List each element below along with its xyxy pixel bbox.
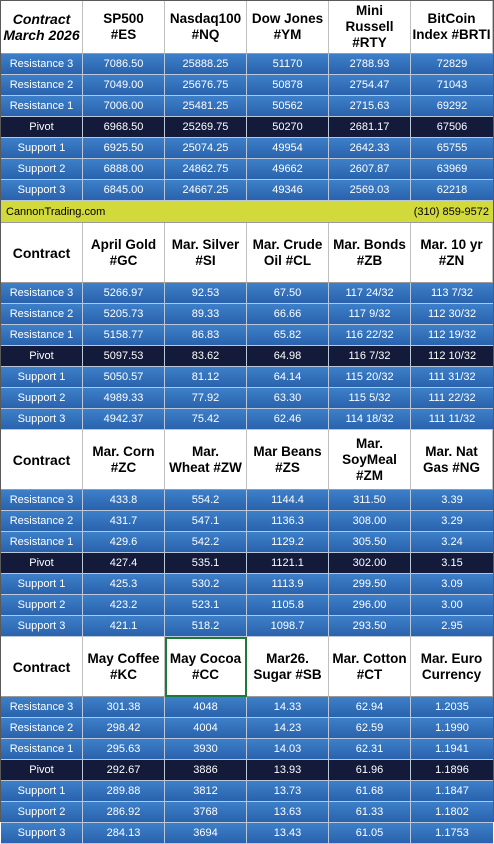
table-cell[interactable]: 1.1847	[411, 781, 493, 802]
table-cell[interactable]: 5205.73	[83, 304, 165, 325]
table-cell[interactable]: 3768	[165, 802, 247, 823]
row-label[interactable]: Resistance 1	[1, 739, 83, 760]
table-cell[interactable]: 286.92	[83, 802, 165, 823]
row-label[interactable]: Support 1	[1, 138, 83, 159]
contact-banner	[1, 201, 493, 223]
section-softs-currency	[1, 637, 493, 844]
table-cell[interactable]: 61.05	[329, 823, 411, 844]
table-cell[interactable]: 13.43	[247, 823, 329, 844]
table-cell[interactable]: 518.2	[165, 616, 247, 637]
table-cell[interactable]: 3.15	[411, 553, 493, 574]
header-zw[interactable]: Mar. Wheat #ZW	[165, 430, 247, 490]
table-row	[1, 511, 493, 532]
table-cell[interactable]: 3812	[165, 781, 247, 802]
table-cell[interactable]: 5158.77	[83, 325, 165, 346]
table-cell[interactable]: 295.63	[83, 739, 165, 760]
table-cell[interactable]: 24667.25	[165, 180, 247, 201]
row-label[interactable]: Resistance 3	[1, 54, 83, 75]
table-cell[interactable]: 1144.4	[247, 490, 329, 511]
table-cell[interactable]: 423.2	[83, 595, 165, 616]
header-kc[interactable]: May Coffee #KC	[83, 637, 165, 697]
table-cell[interactable]: 1.1753	[411, 823, 493, 844]
header-row	[1, 637, 493, 697]
table-cell[interactable]: 530.2	[165, 574, 247, 595]
table-cell[interactable]: 117 9/32	[329, 304, 411, 325]
header-contract[interactable]: Contract	[1, 223, 83, 283]
table-cell[interactable]: 112 19/32	[411, 325, 493, 346]
table-cell[interactable]: 62.94	[329, 697, 411, 718]
row-label[interactable]: Support 1	[1, 367, 83, 388]
table-cell[interactable]: 3694	[165, 823, 247, 844]
table-cell[interactable]: 433.8	[83, 490, 165, 511]
table-cell[interactable]: 116 22/32	[329, 325, 411, 346]
table-cell[interactable]: 77.92	[165, 388, 247, 409]
table-cell[interactable]: 69292	[411, 96, 493, 117]
section-metals-energy-rates	[1, 223, 493, 430]
table-row	[1, 96, 493, 117]
row-label[interactable]: Support 3	[1, 616, 83, 637]
table-row	[1, 346, 493, 367]
table-cell[interactable]: 49662	[247, 159, 329, 180]
table-cell[interactable]: 65.82	[247, 325, 329, 346]
table-row	[1, 409, 493, 430]
table-row	[1, 739, 493, 760]
header-ym[interactable]: Dow Jones #YM	[247, 1, 329, 54]
table-cell[interactable]: 63.30	[247, 388, 329, 409]
header-zn[interactable]: Mar. 10 yr #ZN	[411, 223, 493, 283]
row-label[interactable]: Pivot	[1, 553, 83, 574]
table-cell[interactable]: 25269.75	[165, 117, 247, 138]
row-label[interactable]: Resistance 2	[1, 718, 83, 739]
table-cell[interactable]: 25481.25	[165, 96, 247, 117]
table-cell[interactable]: 25074.25	[165, 138, 247, 159]
table-cell[interactable]: 25888.25	[165, 54, 247, 75]
table-row	[1, 367, 493, 388]
table-cell[interactable]: 111 22/32	[411, 388, 493, 409]
table-cell[interactable]: 14.23	[247, 718, 329, 739]
table-cell[interactable]: 86.83	[165, 325, 247, 346]
header-sb[interactable]: Mar26. Sugar #SB	[247, 637, 329, 697]
table-row	[1, 823, 493, 844]
table-cell[interactable]: 301.38	[83, 697, 165, 718]
header-gc[interactable]: April Gold #GC	[83, 223, 165, 283]
row-label[interactable]: Support 2	[1, 388, 83, 409]
table-cell[interactable]: 311.50	[329, 490, 411, 511]
table-row	[1, 490, 493, 511]
table-cell[interactable]: 3.39	[411, 490, 493, 511]
table-cell[interactable]: 2754.47	[329, 75, 411, 96]
table-cell[interactable]: 61.68	[329, 781, 411, 802]
table-cell[interactable]: 6888.00	[83, 159, 165, 180]
table-row	[1, 718, 493, 739]
header-contract[interactable]: Contract March 2026	[1, 1, 83, 54]
table-row	[1, 532, 493, 553]
row-label[interactable]: Resistance 1	[1, 325, 83, 346]
table-cell[interactable]: 427.4	[83, 553, 165, 574]
header-ct[interactable]: Mar. Cotton #CT	[329, 637, 411, 697]
table-cell[interactable]: 2569.03	[329, 180, 411, 201]
table-cell[interactable]: 81.12	[165, 367, 247, 388]
row-label[interactable]: Support 2	[1, 159, 83, 180]
header-row	[1, 223, 493, 283]
table-cell[interactable]: 115 20/32	[329, 367, 411, 388]
table-cell[interactable]: 308.00	[329, 511, 411, 532]
header-contract[interactable]: Contract	[1, 430, 83, 490]
table-cell[interactable]: 92.53	[165, 283, 247, 304]
table-cell[interactable]: 1129.2	[247, 532, 329, 553]
table-cell[interactable]: 431.7	[83, 511, 165, 532]
table-cell[interactable]: 7086.50	[83, 54, 165, 75]
header-row	[1, 430, 493, 490]
table-cell[interactable]: 3.24	[411, 532, 493, 553]
table-cell[interactable]: 112 30/32	[411, 304, 493, 325]
table-cell[interactable]: 1136.3	[247, 511, 329, 532]
table-row	[1, 304, 493, 325]
row-label[interactable]: Support 3	[1, 409, 83, 430]
table-cell[interactable]: 49954	[247, 138, 329, 159]
table-cell[interactable]: 51170	[247, 54, 329, 75]
header-es[interactable]: SP500 #ES	[83, 1, 165, 54]
table-cell[interactable]: 2788.93	[329, 54, 411, 75]
header-si[interactable]: Mar. Silver #SI	[165, 223, 247, 283]
table-cell[interactable]: 296.00	[329, 595, 411, 616]
table-row	[1, 283, 493, 304]
row-label[interactable]: Resistance 1	[1, 532, 83, 553]
table-cell[interactable]: 1.2035	[411, 697, 493, 718]
table-cell[interactable]: 6845.00	[83, 180, 165, 201]
table-cell[interactable]: 14.33	[247, 697, 329, 718]
row-label[interactable]: Resistance 3	[1, 490, 83, 511]
section-indices	[1, 1, 493, 201]
table-cell[interactable]: 115 5/32	[329, 388, 411, 409]
table-cell[interactable]: 67506	[411, 117, 493, 138]
table-cell[interactable]: 3930	[165, 739, 247, 760]
table-cell[interactable]: 554.2	[165, 490, 247, 511]
row-label[interactable]: Pivot	[1, 117, 83, 138]
table-cell[interactable]: 4989.33	[83, 388, 165, 409]
row-label[interactable]: Resistance 2	[1, 304, 83, 325]
table-cell[interactable]: 299.50	[329, 574, 411, 595]
table-cell[interactable]: 2607.87	[329, 159, 411, 180]
table-cell[interactable]: 13.93	[247, 760, 329, 781]
table-cell[interactable]: 302.00	[329, 553, 411, 574]
table-row	[1, 802, 493, 823]
table-cell[interactable]: 62.31	[329, 739, 411, 760]
row-label[interactable]: Pivot	[1, 760, 83, 781]
table-cell[interactable]: 111 11/32	[411, 409, 493, 430]
table-row	[1, 553, 493, 574]
table-row	[1, 697, 493, 718]
header-ng[interactable]: Mar. Nat Gas #NG	[411, 430, 493, 490]
table-cell[interactable]: 62.59	[329, 718, 411, 739]
table-cell[interactable]: 298.42	[83, 718, 165, 739]
table-cell[interactable]: 61.33	[329, 802, 411, 823]
row-label[interactable]: Resistance 3	[1, 697, 83, 718]
table-cell[interactable]: 63969	[411, 159, 493, 180]
table-cell[interactable]: 535.1	[165, 553, 247, 574]
table-cell[interactable]: 114 18/32	[329, 409, 411, 430]
table-cell[interactable]: 7049.00	[83, 75, 165, 96]
table-cell[interactable]: 111 31/32	[411, 367, 493, 388]
table-row	[1, 781, 493, 802]
table-cell[interactable]: 2.95	[411, 616, 493, 637]
table-cell[interactable]: 24862.75	[165, 159, 247, 180]
row-label[interactable]: Support 2	[1, 595, 83, 616]
table-cell[interactable]: 292.67	[83, 760, 165, 781]
table-cell[interactable]: 67.50	[247, 283, 329, 304]
header-cc-selected-cell[interactable]: May Cocoa #CC	[165, 637, 247, 697]
table-cell[interactable]: 50270	[247, 117, 329, 138]
table-cell[interactable]: 542.2	[165, 532, 247, 553]
header-rty[interactable]: Mini Russell #RTY	[329, 1, 411, 54]
table-cell[interactable]: 75.42	[165, 409, 247, 430]
table-cell[interactable]: 13.73	[247, 781, 329, 802]
header-row	[1, 1, 493, 54]
table-cell[interactable]: 64.98	[247, 346, 329, 367]
header-brti[interactable]: BitCoin Index #BRTI	[411, 1, 493, 54]
table-cell[interactable]: 6925.50	[83, 138, 165, 159]
header-cl[interactable]: Mar. Crude Oil #CL	[247, 223, 329, 283]
table-cell[interactable]: 2642.33	[329, 138, 411, 159]
table-row	[1, 54, 493, 75]
row-label[interactable]: Support 1	[1, 574, 83, 595]
table-cell[interactable]: 62218	[411, 180, 493, 201]
table-cell[interactable]: 305.50	[329, 532, 411, 553]
table-cell[interactable]: 113 7/32	[411, 283, 493, 304]
table-cell[interactable]: 421.1	[83, 616, 165, 637]
table-row	[1, 760, 493, 781]
banner-phone[interactable]: (310) 859-9572	[413, 205, 489, 218]
table-row	[1, 595, 493, 616]
table-cell[interactable]: 1.1896	[411, 760, 493, 781]
row-label[interactable]: Support 3	[1, 180, 83, 201]
table-cell[interactable]: 3886	[165, 760, 247, 781]
table-row	[1, 75, 493, 96]
table-cell[interactable]: 112 10/32	[411, 346, 493, 367]
row-label[interactable]: Resistance 2	[1, 511, 83, 532]
table-row	[1, 388, 493, 409]
table-cell[interactable]: 25676.75	[165, 75, 247, 96]
table-cell[interactable]: 1098.7	[247, 616, 329, 637]
row-label[interactable]: Pivot	[1, 346, 83, 367]
table-cell[interactable]: 2681.17	[329, 117, 411, 138]
table-cell[interactable]: 5097.53	[83, 346, 165, 367]
header-euro[interactable]: Mar. Euro Currency	[411, 637, 493, 697]
table-cell[interactable]: 1113.9	[247, 574, 329, 595]
table-cell[interactable]: 61.96	[329, 760, 411, 781]
table-cell[interactable]: 13.63	[247, 802, 329, 823]
banner-site[interactable]: CannonTrading.com	[6, 205, 106, 218]
table-cell[interactable]: 425.3	[83, 574, 165, 595]
table-row	[1, 117, 493, 138]
header-contract[interactable]: Contract	[1, 637, 83, 697]
row-label[interactable]: Support 3	[1, 823, 83, 844]
table-cell[interactable]: 1.1941	[411, 739, 493, 760]
table-row	[1, 325, 493, 346]
row-label[interactable]: Support 2	[1, 802, 83, 823]
row-label[interactable]: Resistance 1	[1, 96, 83, 117]
table-cell[interactable]: 3.29	[411, 511, 493, 532]
table-cell[interactable]: 1121.1	[247, 553, 329, 574]
table-cell[interactable]: 50878	[247, 75, 329, 96]
table-cell[interactable]: 1.1990	[411, 718, 493, 739]
section-grains-gas	[1, 430, 493, 637]
table-cell[interactable]: 547.1	[165, 511, 247, 532]
table-cell[interactable]: 3.09	[411, 574, 493, 595]
table-cell[interactable]: 284.13	[83, 823, 165, 844]
table-row	[1, 574, 493, 595]
header-zb[interactable]: Mar. Bonds #ZB	[329, 223, 411, 283]
table-cell[interactable]: 523.1	[165, 595, 247, 616]
table-cell[interactable]: 4048	[165, 697, 247, 718]
table-row	[1, 616, 493, 637]
header-zm[interactable]: Mar. SoyMeal #ZM	[329, 430, 411, 490]
table-cell[interactable]: 289.88	[83, 781, 165, 802]
table-cell[interactable]: 7006.00	[83, 96, 165, 117]
header-nq[interactable]: Nasdaq100 #NQ	[165, 1, 247, 54]
table-cell[interactable]: 4942.37	[83, 409, 165, 430]
table-cell[interactable]: 72829	[411, 54, 493, 75]
table-cell[interactable]: 64.14	[247, 367, 329, 388]
table-cell[interactable]: 66.66	[247, 304, 329, 325]
table-cell[interactable]: 2715.63	[329, 96, 411, 117]
table-cell[interactable]: 1105.8	[247, 595, 329, 616]
row-label[interactable]: Support 1	[1, 781, 83, 802]
table-row	[1, 159, 493, 180]
table-cell[interactable]: 117 24/32	[329, 283, 411, 304]
table-row	[1, 138, 493, 159]
table-cell[interactable]: 429.6	[83, 532, 165, 553]
table-cell[interactable]: 5050.57	[83, 367, 165, 388]
row-label[interactable]: Resistance 2	[1, 75, 83, 96]
table-row	[1, 180, 493, 201]
table-cell[interactable]: 1.1802	[411, 802, 493, 823]
table-cell[interactable]: 49346	[247, 180, 329, 201]
header-zs[interactable]: Mar Beans #ZS	[247, 430, 329, 490]
table-cell[interactable]: 14.03	[247, 739, 329, 760]
table-cell[interactable]: 62.46	[247, 409, 329, 430]
table-cell[interactable]: 293.50	[329, 616, 411, 637]
row-label[interactable]: Resistance 3	[1, 283, 83, 304]
table-cell[interactable]: 4004	[165, 718, 247, 739]
table-cell[interactable]: 89.33	[165, 304, 247, 325]
table-cell[interactable]: 50562	[247, 96, 329, 117]
table-cell[interactable]: 6968.50	[83, 117, 165, 138]
table-cell[interactable]: 116 7/32	[329, 346, 411, 367]
table-cell[interactable]: 71043	[411, 75, 493, 96]
table-cell[interactable]: 83.62	[165, 346, 247, 367]
table-cell[interactable]: 65755	[411, 138, 493, 159]
table-cell[interactable]: 3.00	[411, 595, 493, 616]
table-cell[interactable]: 5266.97	[83, 283, 165, 304]
header-zc[interactable]: Mar. Corn #ZC	[83, 430, 165, 490]
